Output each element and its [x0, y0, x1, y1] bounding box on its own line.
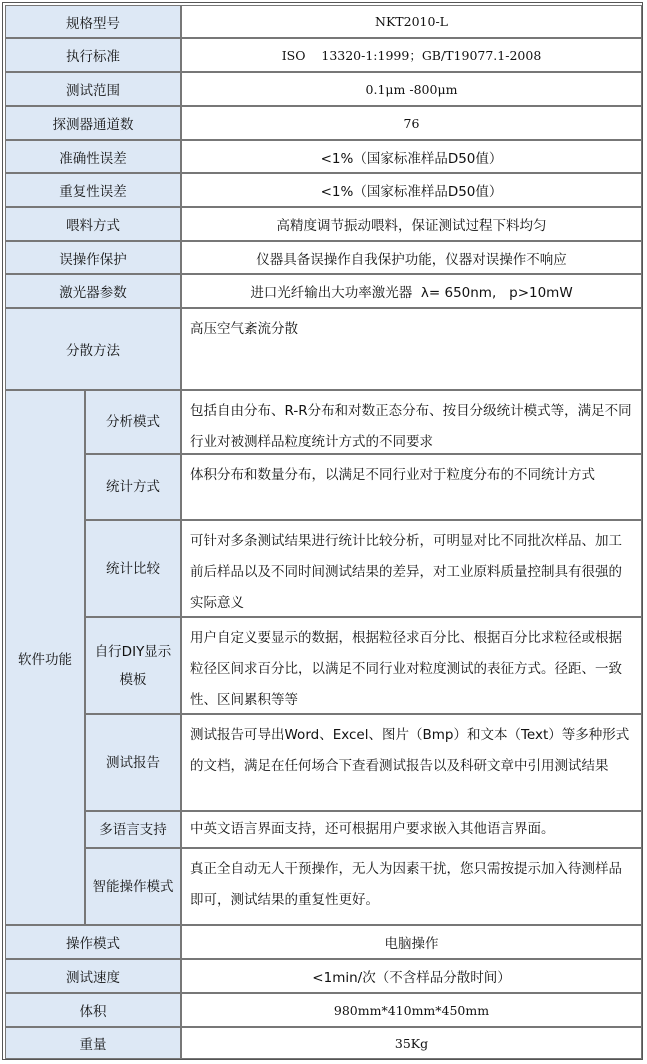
row-label-speed: 测试速度: [5, 959, 181, 993]
row-label-model: 规格型号: [5, 5, 181, 38]
row-value-speed: <1min/次（不含样品分散时间）: [181, 959, 642, 993]
software-item-text: 包括自由分布、R-R分布和对数正态分布、按目分级统计模式等，满足不同行业对被测样品粒度统计方式的不同要求: [181, 390, 642, 454]
row-label-standard: 执行标准: [5, 38, 181, 72]
row-label-channels: 探测器通道数: [5, 106, 181, 140]
row-label-weight: 重量: [5, 1027, 181, 1059]
software-item-label: 统计比较: [85, 520, 181, 617]
row-value-model: NKT2010-L: [181, 5, 642, 38]
row-label-operation: 操作模式: [5, 925, 181, 959]
row-value-operation: 电脑操作: [181, 925, 642, 959]
software-item-label: 自行DIY显示模板: [85, 617, 181, 714]
software-item-label: 智能操作模式: [85, 848, 181, 925]
software-item-text: 用户自定义要显示的数据，根据粒径求百分比、根据百分比求粒径或根据粒径区间求百分比，以满足不同行业对粒度测试的表征方式。径距、一致性、区间累积等等: [181, 617, 642, 714]
row-value-dispersion: 高压空气紊流分散: [181, 308, 642, 390]
software-item-text: 中英文语言界面支持，还可根据用户要求嵌入其他语言界面。: [181, 811, 642, 848]
row-value-laser: 进口光纤输出大功率激光器 λ= 650nm, p>10mW: [181, 274, 642, 308]
row-label-protection: 误操作保护: [5, 241, 181, 274]
row-label-laser: 激光器参数: [5, 274, 181, 308]
software-item-label: 统计方式: [85, 454, 181, 520]
row-label-accuracy: 准确性误差: [5, 140, 181, 173]
row-label-dispersion: 分散方法: [5, 308, 181, 390]
row-label-volume: 体积: [5, 993, 181, 1027]
row-value-protection: 仪器具备误操作自我保护功能，仪器对误操作不响应: [181, 241, 642, 274]
software-item-text: 测试报告可导出Word、Excel、图片（Bmp）和文本（Text）等多种形式的文档，满足在任何场合下查看测试报告以及科研文章中引用测试结果: [181, 714, 642, 811]
spec-table: [2, 2, 643, 1060]
software-item-text: 体积分布和数量分布，以满足不同行业对于粒度分布的不同统计方式: [181, 454, 642, 520]
software-item-text: 可针对多条测试结果进行统计比较分析，可明显对比不同批次样品、加工前后样品以及不同时间测试结果的差异，对工业原料质量控制具有很强的实际意义: [181, 520, 642, 617]
software-item-label: 测试报告: [85, 714, 181, 811]
row-label-range: 测试范围: [5, 72, 181, 106]
row-value-channels: 76: [181, 106, 642, 140]
software-item-label: 多语言支持: [85, 811, 181, 848]
row-value-feeding: 高精度调节振动喂料，保证测试过程下料均匀: [181, 207, 642, 241]
software-item-text: 真正全自动无人干预操作，无人为因素干扰，您只需按提示加入待测样品即可，测试结果的重复性更好。: [181, 848, 642, 925]
software-item-label: 分析模式: [85, 390, 181, 454]
row-value-weight: 35Kg: [181, 1027, 642, 1059]
software-label: 软件功能: [5, 390, 85, 925]
row-value-range: 0.1μm -800μm: [181, 72, 642, 106]
row-label-repeatability: 重复性误差: [5, 173, 181, 207]
row-value-accuracy: <1%（国家标准样品D50值）: [181, 140, 642, 173]
row-label-feeding: 喂料方式: [5, 207, 181, 241]
row-value-standard: ISO 13320-1:1999；GB/T19077.1-2008: [181, 38, 642, 72]
row-value-volume: 980mm*410mm*450mm: [181, 993, 642, 1027]
row-value-repeatability: <1%（国家标准样品D50值）: [181, 173, 642, 207]
